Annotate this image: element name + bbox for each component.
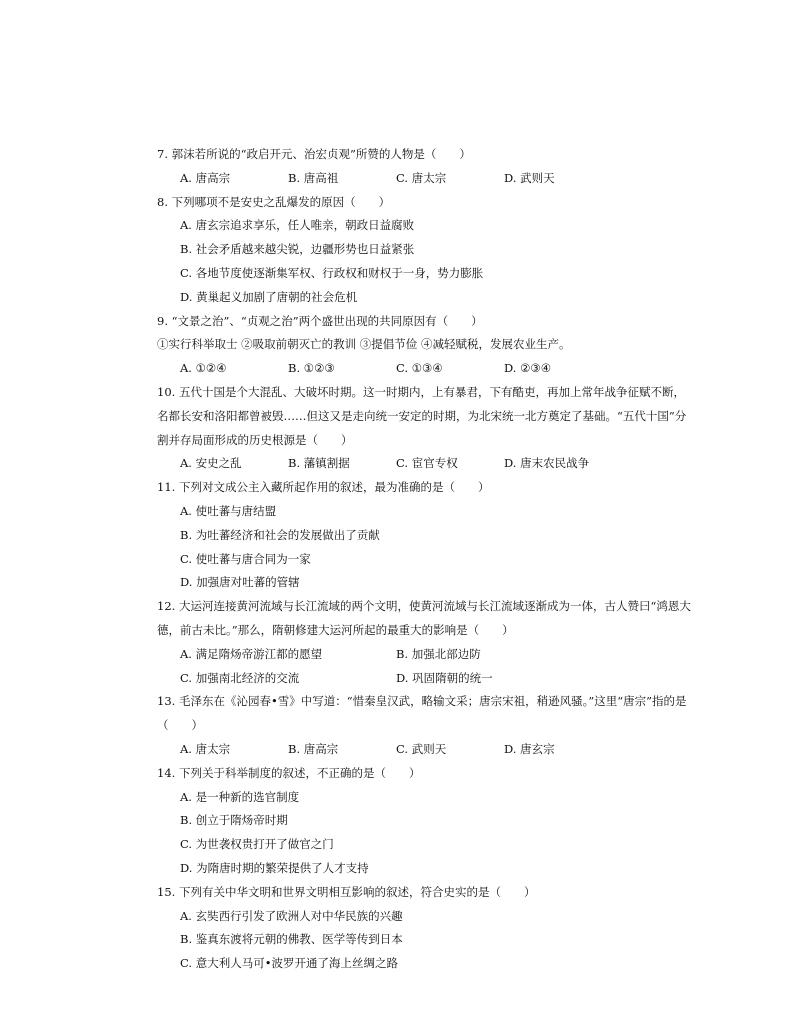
answer-option: C. 各地节度使逐渐集军权、行政权和财权于一身，势力膨胀 (180, 266, 484, 280)
question-stem: 9. “文景之治”、“贞观之治”两个盛世出现的共同原因有（ ） (157, 313, 483, 328)
answer-option: A. 唐高宗 (180, 170, 231, 185)
answer-option: C. 宦官专权 (396, 456, 458, 471)
answer-option: B. ①②③ (288, 361, 335, 376)
question-stem: 14. 下列关于科举制度的叙述，不正确的是（ ） (157, 765, 421, 780)
answer-option: D. ②③④ (504, 361, 552, 376)
answer-option: D. 加强唐对吐蕃的管辖 (180, 575, 300, 590)
question-stem: 10. 五代十国是个大混乱、大破坏时期。这一时期内，上有暴君，下有酷吏，再加上常年战争征赋不断， (157, 385, 685, 399)
answer-option: A. 是一种新的选官制度 (180, 789, 300, 804)
answer-option: D. 唐末农民战争 (504, 456, 590, 471)
answer-option: C. 加强南北经济的交流 (180, 670, 300, 685)
answer-option: A. 唐太宗 (180, 742, 231, 756)
question-stem: （ ） (157, 718, 203, 733)
answer-option: B. 唐高宗 (288, 742, 339, 756)
question-stem: 11. 下列对文成公主入藏所起作用的叙述，最为准确的是（ ） (157, 480, 490, 495)
answer-option: A. 满足隋炀帝游江都的愿望 (180, 646, 323, 661)
answer-option: C. 使吐蕃与唐合同为一家 (180, 551, 311, 566)
answer-option: C. ①③④ (396, 361, 443, 376)
answer-option: A. 唐玄宗追求享乐，任人唯亲，朝政日益腐败 (180, 218, 415, 233)
answer-option: D. 为隋唐时期的繁荣提供了人才支持 (180, 861, 369, 875)
answer-option: D. 黄巢起义加剧了唐朝的社会危机 (180, 289, 358, 304)
answer-option: A. 使吐蕃与唐结盟 (180, 504, 277, 518)
question-stem: 割并存局面形成的历史根源是（ ） (157, 432, 353, 447)
answer-option: A. 玄奘西行引发了欧洲人对中华民族的兴趣 (180, 908, 403, 923)
answer-option: D. 武则天 (504, 170, 555, 185)
answer-option: D. 巩固隋朝的统一 (396, 670, 493, 685)
answer-option: B. 藩镇割据 (288, 456, 350, 471)
answer-option: A. 安史之乱 (180, 456, 242, 471)
question-stem: 7. 郭沫若所说的“政启开元、治宏贞观”所赞的人物是（ ） (157, 147, 471, 161)
question-stem: 8. 下列哪项不是安史之乱爆发的原因（ ） (157, 194, 391, 209)
answer-option: C. 唐太宗 (396, 170, 447, 185)
answer-option: B. 唐高祖 (288, 170, 339, 185)
question-stem: 13. 毛泽东在《沁园春•雪》中写道：“惜秦皇汉武，略输文采；唐宗宋祖，稍逊风骚。”这里“唐宗”指的是 (157, 694, 687, 709)
answer-option: A. ①②④ (180, 361, 227, 376)
answer-option: B. 为吐蕃经济和社会的发展做出了贡献 (180, 527, 380, 542)
answer-option: B. 鉴真东渡将元朝的佛教、医学等传到日本 (180, 932, 403, 947)
question-stem: 名都长安和洛阳都曾被毁……但这又是走向统一安定的时期，为北宋统一北方奠定了基础。“五代十国”分 (157, 408, 687, 423)
question-stem: ①实行科举取士 ②吸取前朝灭亡的教训 ③提倡节俭 ④减轻赋税，发展农业生产。 (157, 337, 571, 352)
answer-option: C. 为世袭权贵打开了做官之门 (180, 837, 334, 852)
answer-option: B. 社会矛盾越来越尖锐，边疆形势也日益紧张 (180, 242, 415, 257)
question-stem: 德，前古未比。”那么，隋朝修建大运河所起的最重大的影响是（ ） (157, 623, 514, 637)
answer-option: B. 创立于隋炀帝时期 (180, 813, 288, 828)
answer-option: D. 唐玄宗 (504, 742, 555, 756)
answer-option: B. 加强北部边防 (396, 646, 481, 661)
question-stem: 15. 下列有关中华文明和世界文明相互影响的叙述，符合史实的是（ ） (157, 884, 536, 899)
question-stem: 12. 大运河连接黄河流域与长江流域的两个文明，使黄河流域与长江流域逐渐成为一体，古人赞曰“鸿恩大 (157, 599, 691, 614)
answer-option: C. 意大利人马可•波罗开通了海上丝绸之路 (180, 956, 398, 971)
answer-option: C. 武则天 (396, 742, 447, 756)
